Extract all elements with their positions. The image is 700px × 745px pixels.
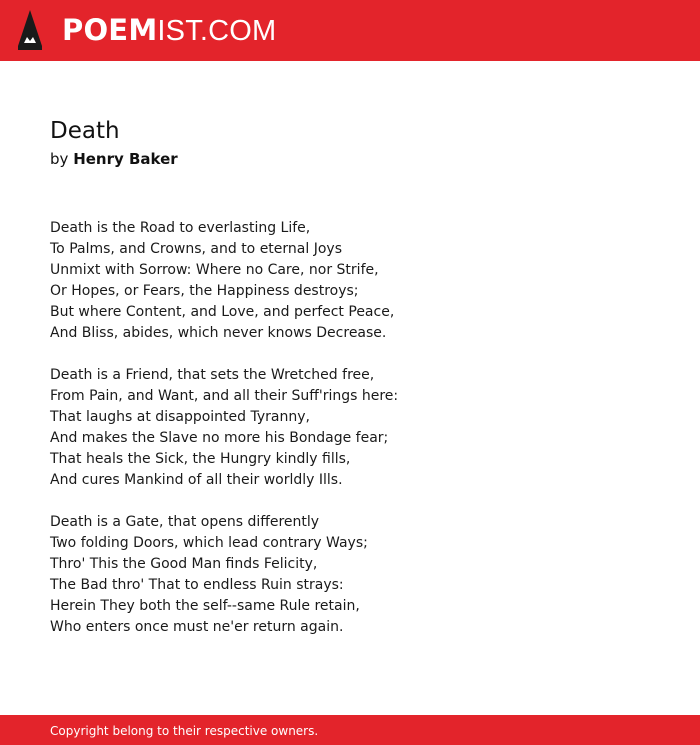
poem-stanza [50,512,670,638]
poem-line: Death is the Road to everlasting Life, [50,220,311,236]
poem-line: And Bliss, abides, which never knows Decrease. [50,325,387,341]
logo-light-text: IST.COM [157,15,277,47]
poem-line: That heals the Sick, the Hungry kindly fills, [50,451,351,467]
site-header [0,0,700,61]
logo-bold-text: POEM [62,13,158,47]
poem-byline [50,149,178,169]
poem-line: Two folding Doors, which lead contrary Ways; [50,535,368,551]
poem-line: Thro' This the Good Man finds Felicity, [50,556,318,572]
site-logo[interactable] [62,12,276,49]
poem-line: Herein They both the self--same Rule retain, [50,598,360,614]
site-footer [0,715,700,745]
by-label: by [50,150,69,168]
poem-author[interactable]: Henry Baker [73,150,178,168]
pencil-tip-icon[interactable] [18,10,42,50]
copyright-text: Copyright belong to their respective owners. [50,724,319,738]
poem-line: That laughs at disappointed Tyranny, [50,409,310,425]
poem-line: Or Hopes, or Fears, the Happiness destroys; [50,283,359,299]
poem-line: And cures Mankind of all their worldly Ills. [50,472,343,488]
poem-title: Death [50,118,120,144]
poem-line: But where Content, and Love, and perfect Peace, [50,304,395,320]
poem-line: And makes the Slave no more his Bondage fear; [50,430,389,446]
poem-line: Death is a Gate, that opens differently [50,514,320,530]
poem-line: The Bad thro' That to endless Ruin strays: [50,577,344,593]
poem-line: From Pain, and Want, and all their Suff'rings here: [50,388,399,404]
poem-line: To Palms, and Crowns, and to eternal Joys [50,241,342,257]
poem-stanza [50,218,670,344]
poem-stanza [50,365,670,491]
poem-line: Who enters once must ne'er return again. [50,619,344,635]
poem-body [50,218,670,659]
poem-line: Death is a Friend, that sets the Wretched free, [50,367,375,383]
poem-line: Unmixt with Sorrow: Where no Care, nor Strife, [50,262,379,278]
